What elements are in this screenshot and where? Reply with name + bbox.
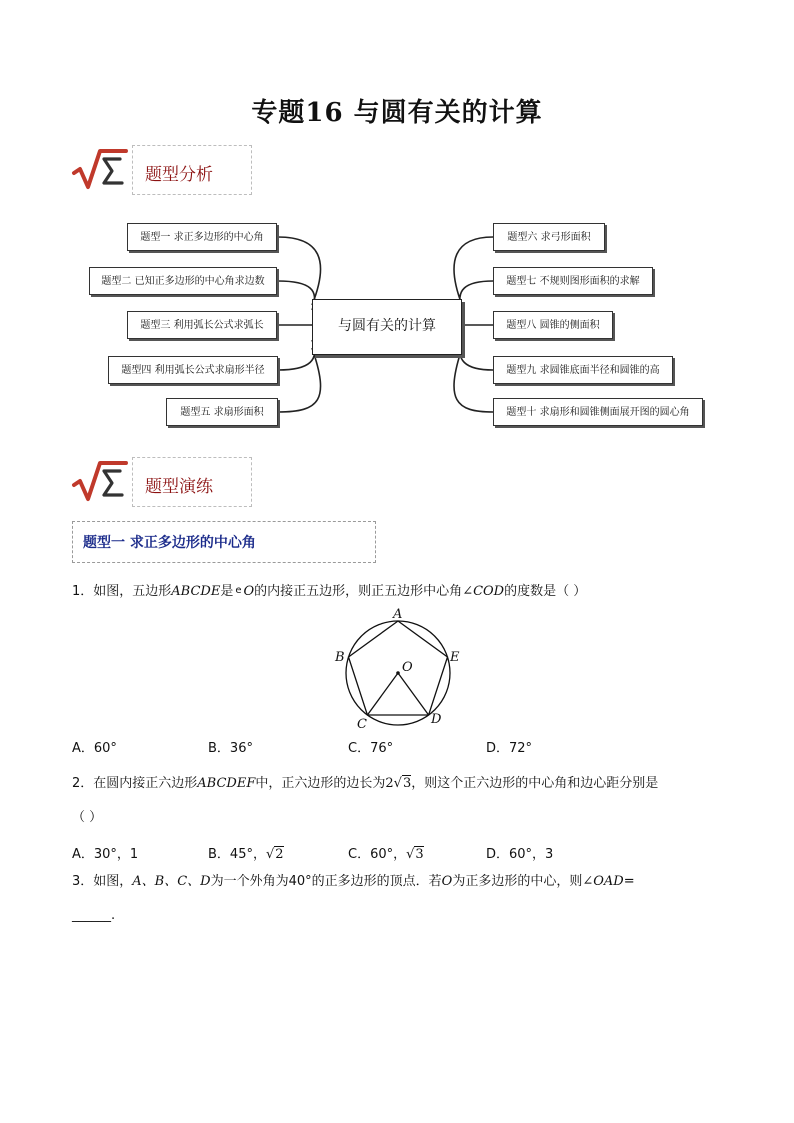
q3-equals: = — [623, 874, 635, 889]
q1-pentagon-figure — [330, 605, 470, 733]
circle-symbol: e — [235, 585, 242, 596]
segment-od — [398, 673, 429, 715]
connector-right-2 — [460, 281, 493, 310]
q2-radicand: 3 — [402, 776, 412, 791]
q1-option-b: B．36° — [208, 741, 253, 756]
question-1 — [72, 581, 586, 602]
label-o: O — [402, 660, 413, 675]
q1-text-tail: 的度数是（ ） — [504, 584, 587, 599]
q1-center: O — [243, 584, 255, 599]
q3-text-rest: 的正多边形的顶点．若 — [311, 874, 442, 889]
mindmap-node-type2: 题型二 已知正多边形的中心角求边数 — [89, 267, 277, 295]
segment-oc — [367, 673, 398, 715]
q2-coef: 2 — [385, 776, 394, 791]
q2-option-b: B．45°，√2 — [208, 847, 284, 862]
q2-text-tail: ，则这个正六边形的中心角和边心距分别是 — [411, 776, 659, 791]
section-practice-label: 题型演练 — [145, 477, 213, 497]
q3-points: A、B、C、D — [132, 874, 211, 889]
mindmap-node-type10: 题型十 求扇形和圆锥侧面展开图的圆心角 — [493, 398, 703, 426]
connector-left-2 — [278, 281, 315, 310]
label-a: A — [393, 607, 403, 622]
q3-degree: 40° — [288, 874, 312, 889]
mindmap-center: 与圆有关的计算 — [312, 299, 462, 355]
q2-text: 2．在圆内接正六边形 — [72, 776, 198, 791]
q2-option-d: D．60°，3 — [486, 847, 554, 862]
section-analysis-box — [132, 145, 252, 195]
q1-text-rest: 的内接正五边形，则正五边形中心角 — [254, 584, 463, 599]
q2-paren: （ ） — [72, 810, 103, 825]
q3-end: . — [111, 908, 116, 923]
label-d: D — [431, 712, 442, 727]
q1-text-mid: 是 — [220, 584, 234, 599]
center-point — [396, 671, 400, 675]
section-practice-box — [132, 457, 252, 507]
page-title: 专题16 与圆有关的计算 — [251, 98, 543, 128]
q3-blank: ______ — [72, 908, 111, 923]
connector-left-4 — [278, 340, 315, 370]
sqrt-symbol: √3 — [406, 847, 424, 862]
mindmap-node-type9: 题型九 求圆锥底面半径和圆锥的高 — [493, 356, 673, 384]
q3-angle: ∠OAD — [582, 874, 624, 889]
q3-text-mid: 为一个外角为 — [210, 874, 289, 889]
section-analysis-label: 题型分析 — [145, 165, 213, 185]
connector-right-4 — [460, 340, 493, 370]
connector-right-5 — [454, 348, 493, 412]
q2-option-a: A．30°，1 — [72, 847, 139, 862]
sqrt-symbol: √3 — [393, 776, 412, 791]
question-2 — [72, 774, 658, 794]
q1-option-a: A．60° — [72, 741, 117, 756]
question-3 — [72, 872, 635, 892]
mindmap-node-type1: 题型一 求正多边形的中心角 — [127, 223, 277, 251]
mindmap-node-type6: 题型六 求弓形面积 — [493, 223, 605, 251]
mindmap-node-type7: 题型七 不规则图形面积的求解 — [493, 267, 653, 295]
q1-option-c: C．76° — [348, 741, 394, 756]
q1-angle: ∠COD — [462, 584, 505, 599]
q2-polygon: ABCDEF — [197, 776, 256, 791]
q3-center: O — [441, 874, 453, 889]
q3-text: 3．如图， — [72, 874, 133, 889]
q1-polygon: ABCDE — [171, 584, 221, 599]
mindmap-node-type4: 题型四 利用弧长公式求扇形半径 — [108, 356, 278, 384]
q3-text-rest2: 为正多边形的中心，则 — [452, 874, 583, 889]
type1-header: 题型一 求正多边形的中心角 — [72, 521, 376, 563]
label-c: C — [357, 717, 367, 732]
q1-option-d: D．72° — [486, 741, 533, 756]
sqrt-symbol: √2 — [265, 847, 284, 862]
q3-answer-line — [72, 906, 115, 926]
label-b: B — [335, 650, 345, 665]
sqrt-sigma-icon — [70, 145, 130, 193]
q1-text: 1．如图，五边形 — [72, 584, 172, 599]
q2-text-mid: 中，正六边形的边长为 — [255, 776, 386, 791]
label-e: E — [450, 650, 460, 665]
mindmap-node-type3: 题型三 利用弧长公式求弧长 — [127, 311, 277, 339]
q2-option-c: C．60°，√3 — [348, 847, 424, 862]
mindmap-node-type5: 题型五 求扇形面积 — [166, 398, 278, 426]
sqrt-sigma-icon — [70, 457, 130, 505]
mindmap-node-type8: 题型八 圆锥的侧面积 — [493, 311, 613, 339]
